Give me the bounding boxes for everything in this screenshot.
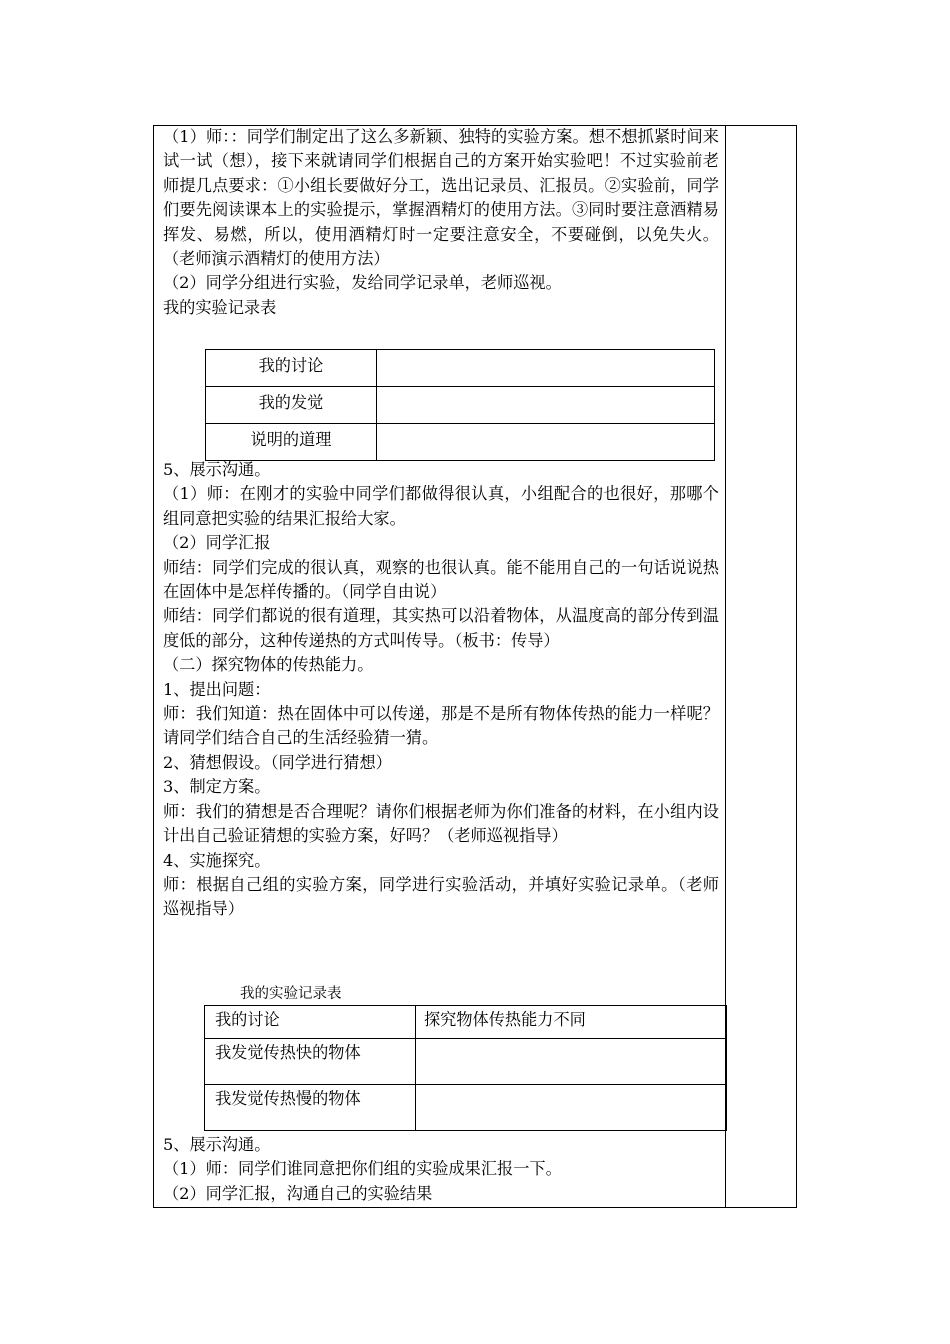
- record-table-caption-2: 我的实验记录表: [240, 986, 342, 1002]
- paragraph-teacher-ask-2: （1）师：同学们谁同意把你们组的实验成果汇报一下。: [163, 1159, 562, 1179]
- table-cell-value: [416, 1039, 727, 1085]
- paragraph-teacher-summary-1: 师结：同学们完成的很认真，观察的也很认真。能不能用自己的一句话说说热在固体中是怎样传播的。（同学自由说）: [163, 557, 719, 602]
- table-row: [206, 350, 715, 387]
- paragraph-plan: 师：我们的猜想是否合理呢？请你们根据老师为你们准备的材料，在小组内设计出自己验证猜想的实验方案，好吗？（老师巡视指导）: [163, 801, 719, 846]
- table-row: [205, 1085, 727, 1131]
- table-row: [205, 1039, 727, 1085]
- step-raise-question: 1、提出问题：: [163, 679, 271, 699]
- paragraph-teacher-ask-report: （1）师：在刚才的实验中同学们都做得很认真，小组配合的也很好，那哪个组同意把实验的结果汇报给大家。: [163, 484, 719, 528]
- record-table-caption-1: 我的实验记录表: [163, 297, 277, 317]
- paragraph-question: 师：我们知道：热在固体中可以传递，那是不是所有物体传热的能力一样呢？请同学们结合自己的生活经验猜一猜。: [163, 704, 719, 748]
- paragraph-teacher-requirements: （1）师：：同学们制定出了这么多新颖、独特的实验方案。想不想抓紧时间来试一试（想），接下来就请同学们根据自己的方案开始实验吧！不过实验前老师提几点要求：①小组长要做好分工，选出记录员、汇报员。②实验前，同学们要先阅读课本上的实验提示，掌握酒精灯的使用方法。③同时要注意酒精易挥发、易燃，所以，使用酒精灯时一定要注意安全，不要碰倒，以免失火。（老师演示酒精灯的使用方法）: [163, 127, 719, 269]
- table-cell-value: [377, 424, 715, 461]
- table-cell-label: 我的发觉: [206, 387, 377, 424]
- paragraph-teacher-summary-2: 师结：同学们都说的很有道理，其实热可以沿着物体，从温度高的部分传到温度低的部分，这种传递热的方式叫传导。（板书：传导）: [163, 606, 719, 650]
- paragraph-group-experiment: （2）同学分组进行实验，发给同学记录单，老师巡视。: [163, 273, 562, 293]
- table-cell-value: [416, 1085, 727, 1131]
- table-cell-value: [377, 350, 715, 387]
- experiment-record-table-1: [205, 349, 715, 461]
- lesson-content-end: [163, 1133, 719, 1206]
- heading-show-communicate-2: 5、展示沟通。: [163, 1135, 271, 1154]
- table-row: [205, 1006, 727, 1039]
- table-row: [206, 424, 715, 461]
- table-cell-label: 我发觉传热快的物体: [205, 1039, 416, 1085]
- table-cell-value: 探究物体传热能力不同: [416, 1006, 727, 1039]
- paragraph-student-report-2: （2）同学汇报，沟通自己的实验结果: [163, 1183, 433, 1203]
- heading-show-communicate: 5、展示沟通。: [163, 460, 271, 479]
- experiment-record-table-2: [204, 1005, 727, 1131]
- section-heading-heat-ability: （二）探究物体的传热能力。: [163, 655, 374, 675]
- lesson-content-continued: [163, 458, 719, 922]
- paragraph-implement: 师：根据自己组的实验方案，同学进行实验活动，并填好实验记录单。（老师巡视指导）: [163, 874, 719, 919]
- table-cell-label: 我的讨论: [205, 1006, 416, 1039]
- table-cell-value: [377, 387, 715, 424]
- lesson-content: [163, 125, 719, 320]
- table-cell-label: 说明的道理: [206, 424, 377, 461]
- step-implement: 4、实施探究。: [163, 850, 271, 870]
- table-cell-label: 我发觉传热慢的物体: [205, 1085, 416, 1131]
- step-make-plan: 3、制定方案。: [163, 777, 271, 797]
- table-row: [206, 387, 715, 424]
- paragraph-student-report: （2）同学汇报: [163, 533, 271, 553]
- table-cell-label: 我的讨论: [206, 350, 377, 387]
- step-hypothesis: 2、猜想假设。（同学进行猜想）: [163, 752, 392, 772]
